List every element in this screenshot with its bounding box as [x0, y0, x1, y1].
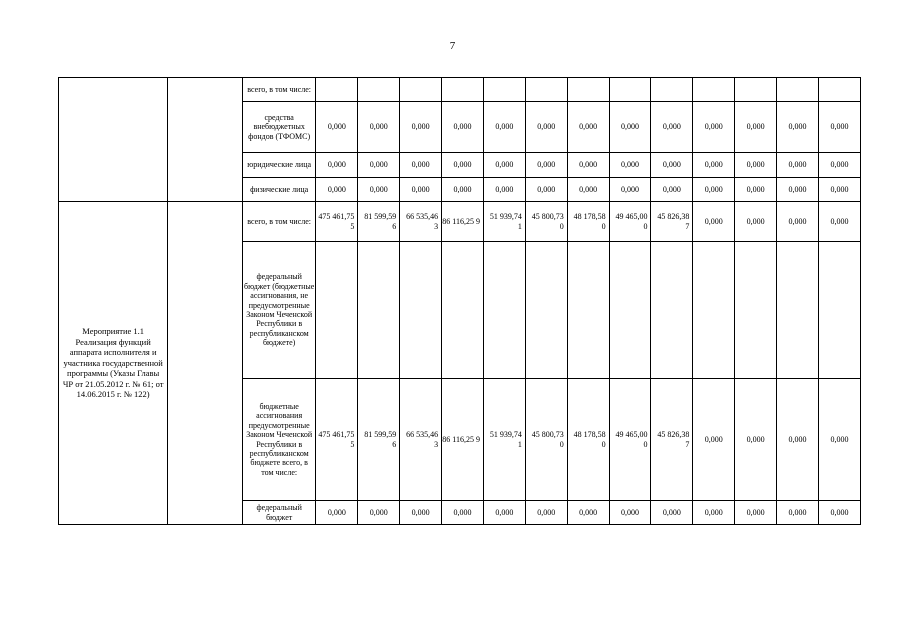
value-cell: [400, 78, 442, 102]
value-cell: 48 178,58 0: [567, 379, 609, 501]
value-cell: 0,000: [777, 202, 819, 242]
value-cell: [316, 242, 358, 379]
value-cell: 0,000: [567, 501, 609, 525]
value-cell: [358, 78, 400, 102]
value-cell: 0,000: [483, 102, 525, 153]
value-cell: 0,000: [651, 153, 693, 178]
value-cell: 0,000: [818, 379, 860, 501]
value-cell: 0,000: [777, 178, 819, 202]
value-cell: 86 116,25 9: [442, 202, 484, 242]
value-cell: [483, 242, 525, 379]
value-cell: 0,000: [525, 501, 567, 525]
value-cell: 0,000: [400, 153, 442, 178]
value-cell: 0,000: [693, 153, 735, 178]
value-cell: [693, 242, 735, 379]
value-cell: 0,000: [525, 153, 567, 178]
value-cell: 0,000: [609, 102, 651, 153]
value-cell: 0,000: [651, 501, 693, 525]
row-label: федеральный бюджет (бюджетные ассигнования, не предусмотренные Законом Чеченской Республики в республиканском бюджете): [242, 242, 316, 379]
value-cell: 0,000: [609, 501, 651, 525]
value-cell: 0,000: [442, 501, 484, 525]
value-cell: 0,000: [693, 102, 735, 153]
value-cell: 45 826,38 7: [651, 379, 693, 501]
value-cell: 0,000: [609, 178, 651, 202]
value-cell: 0,000: [316, 153, 358, 178]
event-label: Мероприятие 1.1 Реализация функций аппарата исполнителя и участника государственной программы (Указы Главы ЧР от 21.05.2012 г. № 61; от 14.06.2015 г. № 122): [59, 202, 168, 525]
value-cell: 0,000: [567, 153, 609, 178]
value-cell: 0,000: [693, 178, 735, 202]
value-cell: [609, 242, 651, 379]
value-cell: 0,000: [525, 102, 567, 153]
value-cell: 0,000: [358, 501, 400, 525]
value-cell: [525, 242, 567, 379]
value-cell: [651, 242, 693, 379]
budget-table: [58, 77, 861, 525]
value-cell: 0,000: [735, 501, 777, 525]
group-cell-a: [59, 78, 168, 202]
value-cell: 48 178,58 0: [567, 202, 609, 242]
row-label: средства внебюджетных фондов (ТФОМС): [242, 102, 316, 153]
value-cell: 0,000: [442, 178, 484, 202]
value-cell: 49 465,00 0: [609, 379, 651, 501]
value-cell: 0,000: [818, 178, 860, 202]
value-cell: [609, 78, 651, 102]
value-cell: 45 800,73 0: [525, 379, 567, 501]
value-cell: [818, 242, 860, 379]
value-cell: 0,000: [777, 153, 819, 178]
value-cell: 0,000: [818, 202, 860, 242]
value-cell: [316, 78, 358, 102]
value-cell: [400, 242, 442, 379]
value-cell: [735, 242, 777, 379]
value-cell: 0,000: [483, 153, 525, 178]
value-cell: 66 535,46 3: [400, 202, 442, 242]
value-cell: [777, 242, 819, 379]
value-cell: [442, 242, 484, 379]
row-label: физические лица: [242, 178, 316, 202]
executor-cell: [168, 202, 243, 525]
value-cell: [693, 78, 735, 102]
value-cell: 81 599,59 6: [358, 379, 400, 501]
value-cell: 51 939,74 1: [483, 202, 525, 242]
value-cell: 0,000: [777, 102, 819, 153]
value-cell: 0,000: [735, 202, 777, 242]
value-cell: [525, 78, 567, 102]
value-cell: 475 461,75 5: [316, 202, 358, 242]
value-cell: 0,000: [735, 153, 777, 178]
value-cell: 0,000: [483, 501, 525, 525]
value-cell: 0,000: [735, 178, 777, 202]
value-cell: 0,000: [358, 178, 400, 202]
value-cell: [567, 242, 609, 379]
value-cell: 0,000: [777, 501, 819, 525]
value-cell: 0,000: [358, 102, 400, 153]
value-cell: 0,000: [818, 153, 860, 178]
value-cell: 0,000: [525, 178, 567, 202]
value-cell: 0,000: [735, 379, 777, 501]
table-row: [59, 202, 861, 242]
value-cell: 0,000: [818, 102, 860, 153]
value-cell: 0,000: [316, 102, 358, 153]
value-cell: [567, 78, 609, 102]
value-cell: 0,000: [483, 178, 525, 202]
group-cell-b: [168, 78, 243, 202]
value-cell: 86 116,25 9: [442, 379, 484, 501]
row-label: юридические лица: [242, 153, 316, 178]
table-row: [59, 78, 861, 102]
row-label: всего, в том числе:: [242, 202, 316, 242]
value-cell: 51 939,74 1: [483, 379, 525, 501]
row-label: бюджетные ассигнования предусмотренные Законом Чеченской Республики в республиканском бюджете всего, в том числе:: [242, 379, 316, 501]
value-cell: 0,000: [400, 102, 442, 153]
value-cell: 0,000: [693, 202, 735, 242]
value-cell: 0,000: [567, 102, 609, 153]
value-cell: [358, 242, 400, 379]
value-cell: 45 826,38 7: [651, 202, 693, 242]
value-cell: 81 599,59 6: [358, 202, 400, 242]
value-cell: 66 535,46 3: [400, 379, 442, 501]
value-cell: [735, 78, 777, 102]
value-cell: 0,000: [735, 102, 777, 153]
value-cell: 0,000: [400, 501, 442, 525]
page-number: 7: [449, 40, 456, 52]
value-cell: 49 465,00 0: [609, 202, 651, 242]
value-cell: 0,000: [316, 501, 358, 525]
value-cell: 0,000: [651, 178, 693, 202]
value-cell: 0,000: [316, 178, 358, 202]
value-cell: 0,000: [651, 102, 693, 153]
value-cell: 0,000: [400, 178, 442, 202]
value-cell: 45 800,73 0: [525, 202, 567, 242]
value-cell: [777, 78, 819, 102]
value-cell: 0,000: [442, 153, 484, 178]
row-label: федеральный бюджет: [242, 501, 316, 525]
value-cell: 0,000: [693, 501, 735, 525]
value-cell: [651, 78, 693, 102]
value-cell: 0,000: [693, 379, 735, 501]
value-cell: [442, 78, 484, 102]
value-cell: 0,000: [567, 178, 609, 202]
value-cell: [818, 78, 860, 102]
value-cell: 0,000: [777, 379, 819, 501]
value-cell: 0,000: [609, 153, 651, 178]
value-cell: 0,000: [358, 153, 400, 178]
row-label: всего, в том числе:: [242, 78, 316, 102]
value-cell: 475 461,75 5: [316, 379, 358, 501]
value-cell: 0,000: [818, 501, 860, 525]
value-cell: 0,000: [442, 102, 484, 153]
value-cell: [483, 78, 525, 102]
